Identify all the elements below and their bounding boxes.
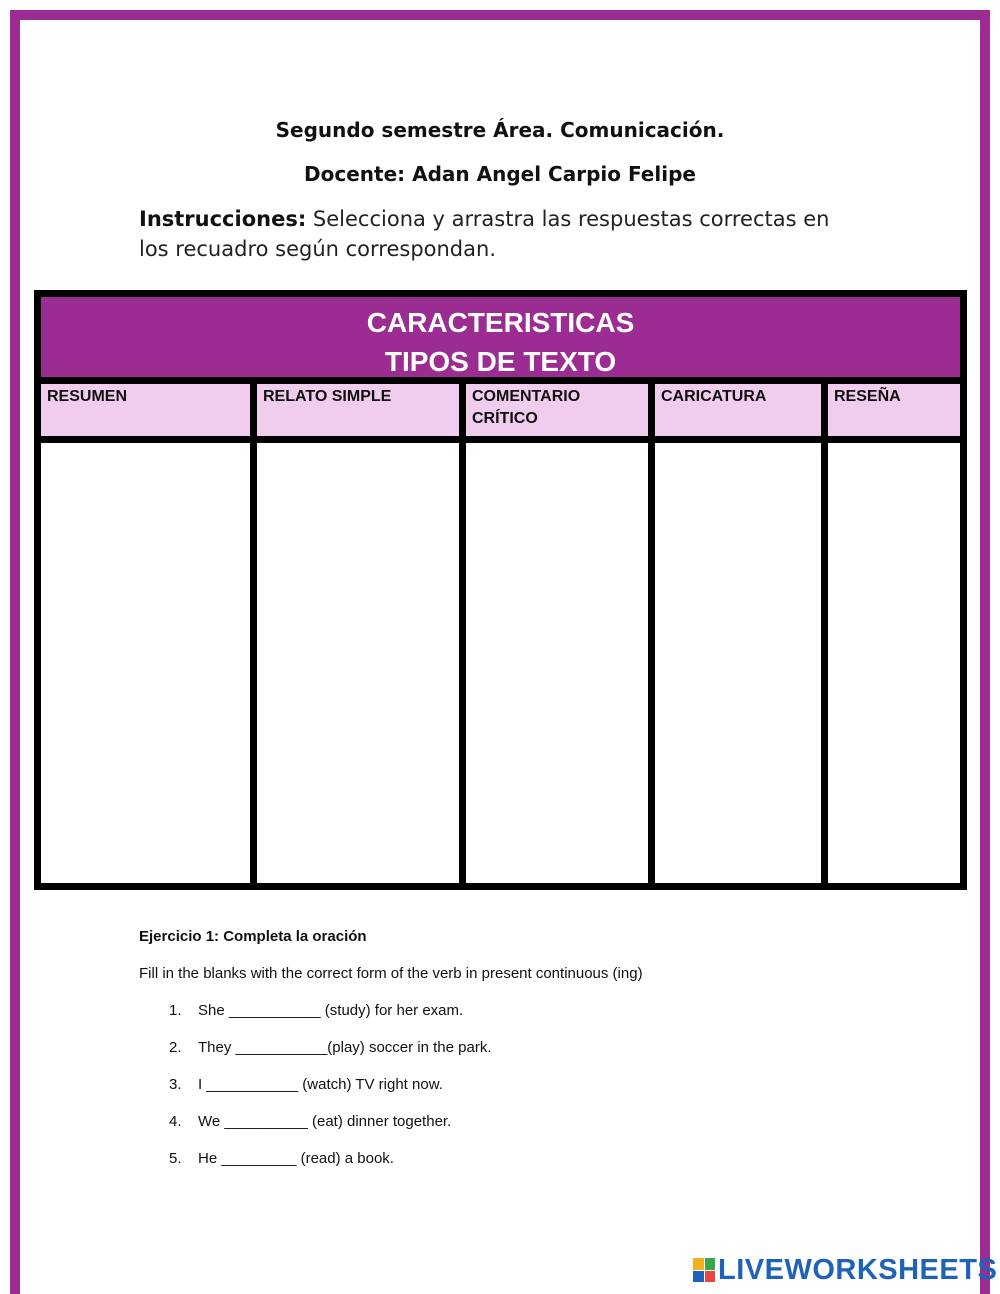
item-number: 5. xyxy=(169,1150,182,1167)
exercise-section xyxy=(139,928,939,1187)
item-sentence[interactable]: He _________ (read) a book. xyxy=(198,1150,394,1167)
exercise-list xyxy=(139,1002,939,1187)
item-sentence[interactable]: They ___________(play) soccer in the park. xyxy=(198,1039,492,1056)
instructions-label: Instrucciones: xyxy=(139,207,307,231)
exercise-instructions: Fill in the blanks with the correct form of the verb in present continuous (ing) xyxy=(139,965,643,982)
list-item xyxy=(139,1002,939,1039)
liveworksheets-logo[interactable] xyxy=(693,1253,997,1287)
item-sentence[interactable]: We __________ (eat) dinner together. xyxy=(198,1113,452,1130)
item-number: 4. xyxy=(169,1113,182,1130)
column-header-relato-simple: RELATO SIMPLE xyxy=(257,384,459,436)
column-header-comentario-critico: COMENTARIO CRÍTICO xyxy=(466,384,648,436)
teacher-name: Docente: Adan Angel Carpio Felipe xyxy=(304,162,696,186)
semester-title: Segundo semestre Área. Comunicación. xyxy=(275,118,725,142)
item-number: 2. xyxy=(169,1039,182,1056)
drop-zone-comentario-critico[interactable] xyxy=(466,443,648,883)
list-item xyxy=(139,1076,939,1113)
column-header-resena: RESEÑA xyxy=(828,384,960,436)
drop-zone-resena[interactable] xyxy=(828,443,960,883)
item-number: 1. xyxy=(169,1002,182,1019)
item-sentence[interactable]: She ___________ (study) for her exam. xyxy=(198,1002,464,1019)
column-header-caricatura: CARICATURA xyxy=(655,384,821,436)
column-header-resumen: RESUMEN xyxy=(41,384,250,436)
table-title-line1: CARACTERISTICAS xyxy=(366,307,635,338)
list-item xyxy=(139,1113,939,1150)
list-item xyxy=(139,1039,939,1076)
drop-zone-resumen[interactable] xyxy=(41,443,250,883)
characteristics-table xyxy=(34,290,967,890)
item-sentence[interactable]: I ___________ (watch) TV right now. xyxy=(198,1076,443,1093)
exercise-title: Ejercicio 1: Completa la oración xyxy=(139,928,367,945)
instructions-text: Selecciona y arrastra las respuestas correctas en los recuadro según correspondan. xyxy=(139,207,830,261)
liveworksheets-logo-icon xyxy=(693,1258,715,1282)
list-item xyxy=(139,1150,939,1187)
drop-zone-caricatura[interactable] xyxy=(655,443,821,883)
instructions xyxy=(139,204,859,264)
table-title xyxy=(41,297,960,377)
drop-zone-relato-simple[interactable] xyxy=(257,443,459,883)
item-number: 3. xyxy=(169,1076,182,1093)
table-title-line2: TIPOS DE TEXTO xyxy=(384,346,617,377)
logo-text: LIVEWORKSHEETS xyxy=(718,1253,998,1286)
